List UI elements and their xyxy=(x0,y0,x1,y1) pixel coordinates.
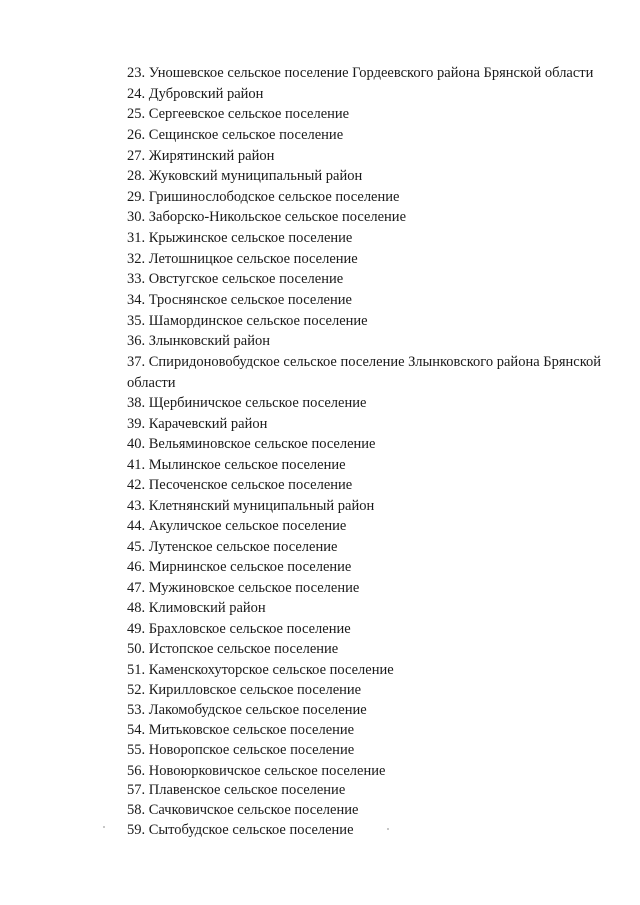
list-item: 37. Спиридоновобудское сельское поселение Злынковского района Брянской xyxy=(127,354,602,370)
list-item: 43. Клетнянский муниципальный район xyxy=(127,498,375,514)
list-item: 32. Летошницкое сельское поселение xyxy=(127,251,358,267)
list-item: 30. Заборско-Никольское сельское поселение xyxy=(127,209,407,225)
list-item: 25. Сергеевское сельское поселение xyxy=(127,106,350,122)
list-item: 33. Овстугское сельское поселение xyxy=(127,271,344,287)
list-item: 23. Уношевское сельское поселение Гордеевского района Брянской области xyxy=(127,65,594,81)
list-item: 29. Гришинослободское сельское поселение xyxy=(127,189,400,205)
list-item: 54. Митьковское сельское поселение xyxy=(127,722,355,738)
list-item: 47. Мужиновское сельское поселение xyxy=(127,580,360,596)
list-item: 41. Мылинское сельское поселение xyxy=(127,457,346,473)
list-item: 50. Истопское сельское поселение xyxy=(127,641,339,657)
scan-speck xyxy=(387,828,389,830)
list-item: 40. Вельяминовское сельское поселение xyxy=(127,436,376,452)
list-item: 49. Брахловское сельское поселение xyxy=(127,621,351,637)
list-item: 45. Лутенское сельское поселение xyxy=(127,539,338,555)
list-item: 31. Крыжинское сельское поселение xyxy=(127,230,353,246)
list-item: 55. Новоропское сельское поселение xyxy=(127,742,355,758)
list-item: 39. Карачевский район xyxy=(127,416,268,432)
list-item: 53. Лакомобудское сельское поселение xyxy=(127,702,367,718)
list-item: 56. Новоюрковичское сельское поселение xyxy=(127,763,386,779)
list-item: 48. Климовский район xyxy=(127,600,266,616)
scan-speck xyxy=(103,826,105,828)
list-item: 44. Акуличское сельское поселение xyxy=(127,518,347,534)
list-item: 51. Каменскохуторское сельское поселение xyxy=(127,662,394,678)
list-item: 34. Троснянское сельское поселение xyxy=(127,292,352,308)
list-item-continuation: области xyxy=(127,375,176,391)
list-item: 57. Плавенское сельское поселение xyxy=(127,782,346,798)
list-item: 58. Сачковичское сельское поселение xyxy=(127,802,359,818)
list-item: 38. Щербиничское сельское поселение xyxy=(127,395,367,411)
list-item: 28. Жуковский муниципальный район xyxy=(127,168,363,184)
list-item: 42. Песоченское сельское поселение xyxy=(127,477,353,493)
list-item: 24. Дубровский район xyxy=(127,86,264,102)
list-item: 27. Жирятинский район xyxy=(127,148,275,164)
list-item: 46. Мирнинское сельское поселение xyxy=(127,559,352,575)
list-item: 59. Сытобудское сельское поселение xyxy=(127,822,354,838)
list-item: 35. Шамординское сельское поселение xyxy=(127,313,368,329)
list-item: 26. Сещинское сельское поселение xyxy=(127,127,344,143)
list-item: 52. Кирилловское сельское поселение xyxy=(127,682,362,698)
list-item: 36. Злынковский район xyxy=(127,333,270,349)
